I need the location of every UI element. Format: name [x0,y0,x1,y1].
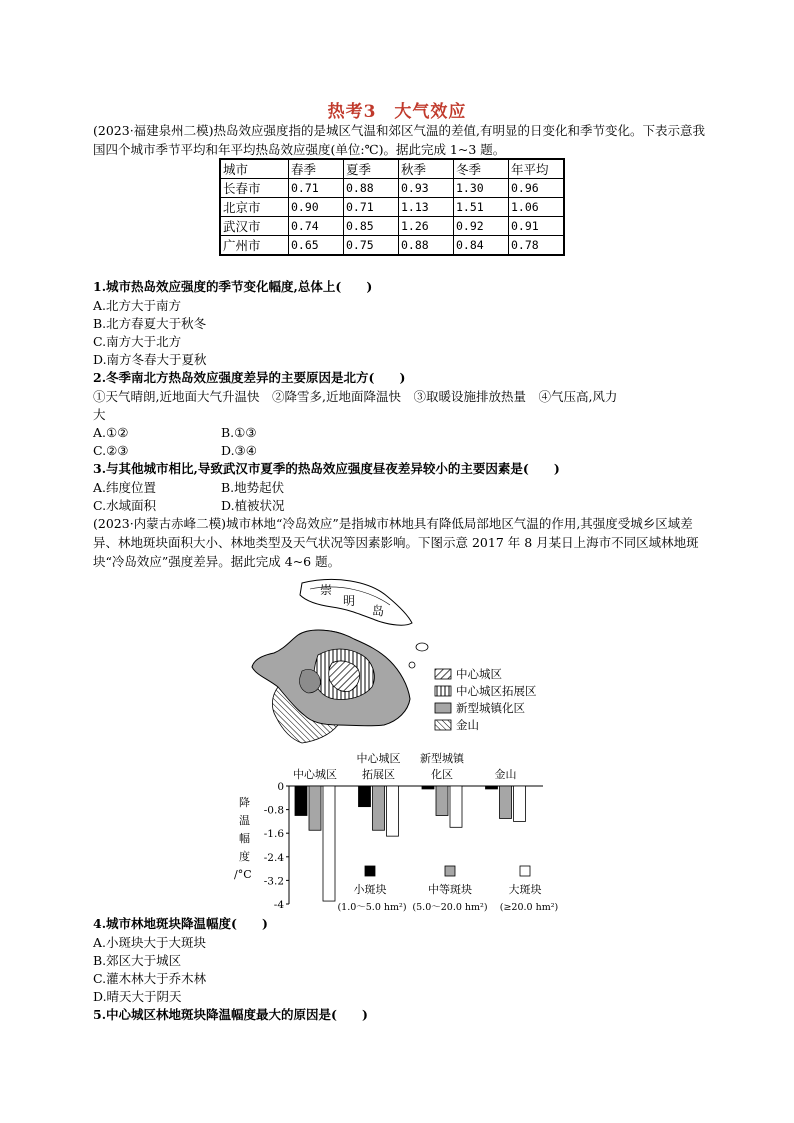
question-2-option-c[interactable]: C.②③ [93,443,129,458]
table-cell: 1.51 [454,198,509,217]
question-4-option-c[interactable]: C.灌木林大于乔木林 [93,971,207,986]
y-tick-label: -3.2 [263,875,284,888]
question-3-option-c[interactable]: C.水域面积 [93,498,157,513]
question-4-option-a[interactable]: A.小斑块大于大斑块 [93,935,207,950]
legend-swatch-urbanization [435,703,451,713]
category-label: 中心城区 [356,752,401,765]
table-row [220,236,564,256]
question-4-option-d[interactable]: D.晴天大于阴天 [93,989,182,1004]
table-cell: 0.78 [509,236,565,256]
question-2-option-b[interactable]: B.①③ [221,425,257,440]
table-cell: 0.85 [344,217,399,236]
legend-extension: 中心城区拓展区 [456,684,537,698]
table-header-cell: 春季 [289,159,344,179]
question-4-option-b[interactable]: B.郊区大于城区 [93,953,182,968]
question-1-stem: 1.城市热岛效应强度的季节变化幅度,总体上( ) [93,279,373,294]
question-3-stem: 3.与其他城市相比,导致武汉市夏季的热岛效应强度昼夜差异较小的主要因素是( ) [93,461,560,476]
table-cell: 北京市 [220,198,289,217]
category-label: 拓展区 [362,768,395,781]
legend-swatch [445,866,455,876]
y-axis-label: /°C [234,868,252,881]
table-header-cell: 夏季 [344,159,399,179]
legend-label: 中等斑块 [428,883,472,896]
question-2-stem: 2.冬季南北方热岛效应强度差异的主要原因是北方( ) [93,370,406,385]
bar-large-patch [323,786,335,901]
table-cell: 0.84 [454,236,509,256]
table-cell: 0.75 [344,236,399,256]
bar-large-patch [450,786,462,827]
legend-range: (1.0～5.0 hm²) [337,902,407,913]
question-2-option-d[interactable]: D.③④ [221,443,257,458]
question-3-option-d[interactable]: D.植被状况 [221,498,285,513]
question-4-stem: 4.城市林地斑块降温幅度( ) [93,916,268,931]
y-tick-label: -0.8 [263,804,284,817]
bar-small-patch [359,786,371,807]
table-cell: 1.06 [509,198,565,217]
legend-swatch [365,866,375,876]
bar-small-patch [422,786,434,789]
category-label: 金山 [494,768,517,781]
question-5-stem: 5.中心城区林地斑块降温幅度最大的原因是( ) [93,1007,368,1022]
table-row [220,198,564,217]
bar-medium-patch [500,786,512,818]
bar-small-patch [295,786,307,816]
table-cell: 0.88 [344,179,399,198]
y-tick-label: -4 [273,899,284,911]
bar-large-patch [387,786,399,836]
intro-paragraph-2: (2023·内蒙古赤峰二模)城市林地“冷岛效应”是指城市林地具有降低局部地区气温的作用,其强度受城乡区域差异、林地斑块面积大小、林地类型及天气状况等因素影响。下图示意 2017 年 8 月某日上海市不同区域林地斑块“冷岛效应”强度差异。据此完成 4~6 题。 [93,516,699,569]
table-header-cell: 秋季 [399,159,454,179]
question-3-options-row-1 [93,478,284,497]
table-row [220,217,564,236]
question-1-option-d[interactable]: D.南方冬春大于夏秋 [93,352,207,367]
table-header-cell: 冬季 [454,159,509,179]
legend-urbanization: 新型城镇化区 [456,701,525,715]
table-cell: 广州市 [220,236,289,256]
category-label: 新型城镇 [420,752,464,765]
bar-medium-patch [436,786,448,816]
y-tick-label: -1.6 [263,828,284,841]
legend-label: 大斑块 [508,883,542,896]
table-cell: 0.71 [289,179,344,198]
table-cell: 0.92 [454,217,509,236]
legend-range: (5.0～20.0 hm²) [412,902,488,913]
table-header-row [220,159,564,179]
y-axis-label: 降 [239,796,250,809]
table-cell: 0.93 [399,179,454,198]
heat-island-table [219,158,565,256]
cooling-bar-chart [225,750,570,918]
bar-large-patch [514,786,526,821]
legend-range: (≥20.0 hm²) [499,902,559,913]
question-3-option-b[interactable]: B.地势起伏 [221,480,285,495]
question-1-option-c[interactable]: C.南方大于北方 [93,334,182,349]
category-label: 化区 [431,768,453,781]
question-3-option-a[interactable]: A.纬度位置 [93,480,157,495]
table-cell: 0.90 [289,198,344,217]
page-title: 热考3 大气效应 [327,102,467,122]
question-2-options-row-2 [93,441,257,460]
bar-small-patch [486,786,498,789]
chongming-island [300,579,412,625]
y-axis-label: 幅 [239,832,250,845]
legend-swatch [520,866,530,876]
question-2-items-cont: 大 [93,407,106,422]
table-header-cell: 年平均 [509,159,565,179]
table-row [220,179,564,198]
y-axis-label: 温 [239,814,250,827]
table-cell: 1.13 [399,198,454,217]
table-cell: 1.30 [454,179,509,198]
table-cell: 0.88 [399,236,454,256]
question-3-options-row-2 [93,496,285,515]
table-cell: 0.96 [509,179,565,198]
y-axis-label: 度 [239,850,250,863]
table-cell: 0.65 [289,236,344,256]
table-cell: 长春市 [220,179,289,198]
table-cell: 0.71 [344,198,399,217]
island-char-1: 崇 [320,583,333,597]
legend-swatch-central [435,669,451,679]
table-cell: 0.91 [509,217,565,236]
island-char-2: 明 [343,594,356,608]
question-2-items: ①天气晴朗,近地面大气升温快 ②降雪多,近地面降温快 ③取暖设施排放热量 ④气压高,风力 [93,389,618,404]
category-label: 中心城区 [293,768,337,781]
intro-paragraph-1: (2023·福建泉州二模)热岛效应强度指的是城区气温和郊区气温的差值,有明显的日变化和季节变化。下表示意我国四个城市季节平均和年平均热岛效应强度(单位:℃)。据此完成 1~3 题。 [93,123,706,157]
table-cell: 0.74 [289,217,344,236]
bar-medium-patch [309,786,321,830]
legend-swatch-extension [435,686,451,696]
legend-central: 中心城区 [456,667,502,681]
island-char-3: 岛 [372,604,385,618]
shanghai-map [240,575,560,755]
question-2-option-a[interactable]: A.①② [93,425,129,440]
bar-medium-patch [373,786,385,830]
table-cell: 1.26 [399,217,454,236]
legend-jinshan: 金山 [456,718,479,732]
legend-swatch-jinshan [435,720,451,730]
table-header-cell: 城市 [220,159,289,179]
question-2-options-row-1 [93,423,257,442]
question-1-option-b[interactable]: B.北方春夏大于秋冬 [93,316,207,331]
y-tick-label: 0 [277,781,284,793]
question-1-option-a[interactable]: A.北方大于南方 [93,298,182,313]
y-tick-label: -2.4 [263,851,284,864]
table-cell: 武汉市 [220,217,289,236]
legend-label: 小斑块 [353,883,387,896]
